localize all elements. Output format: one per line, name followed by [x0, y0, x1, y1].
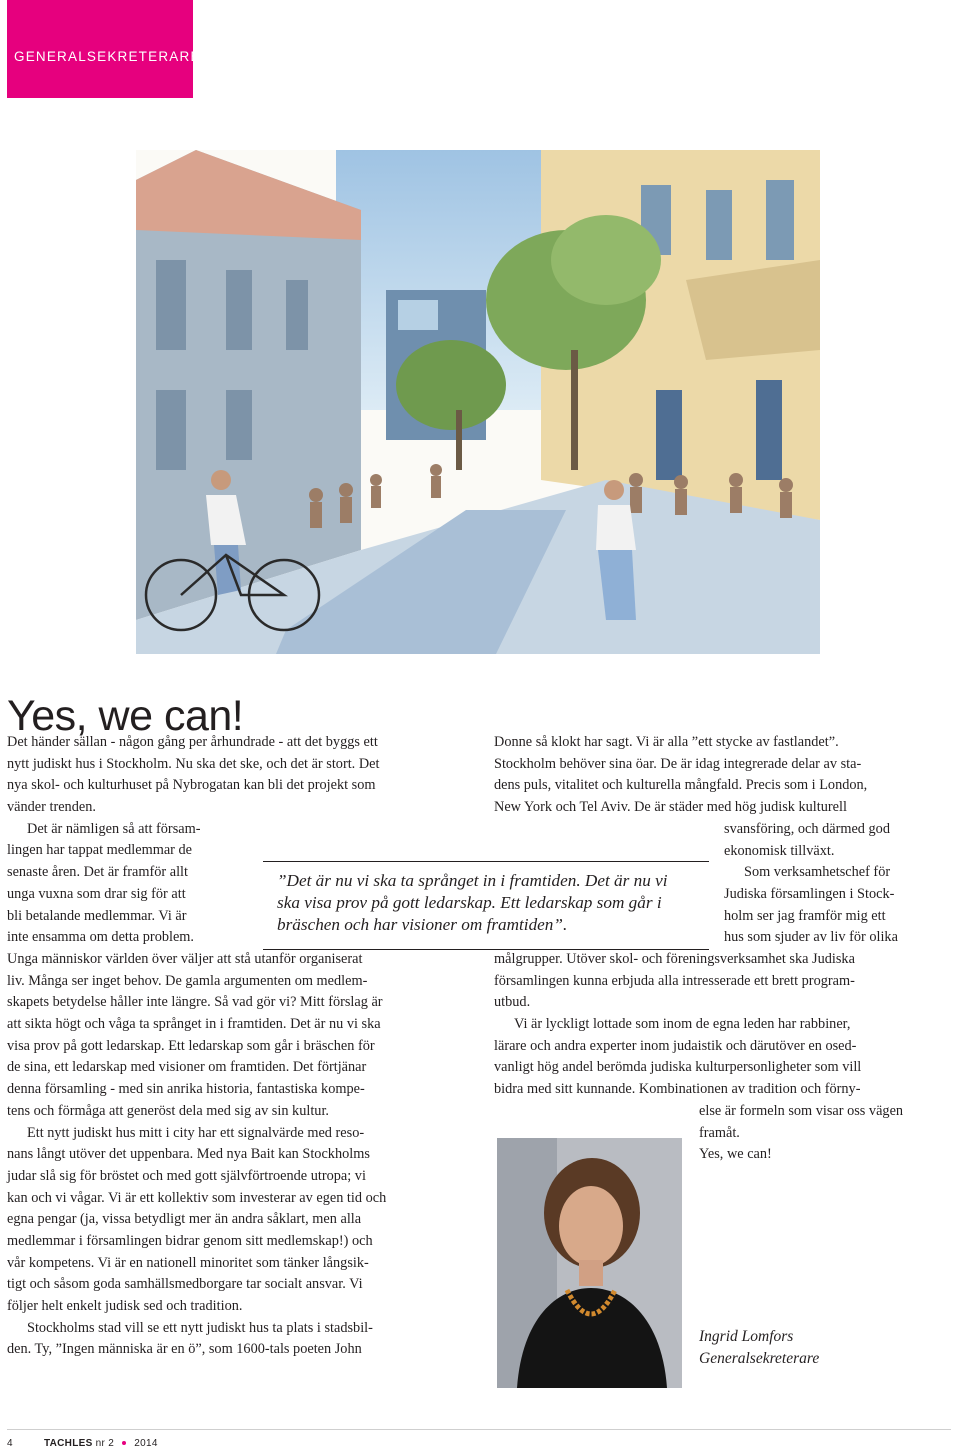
body-line: egna pengar (ja, vissa betydligt mer än andra såklart, men alla [7, 1211, 362, 1228]
body-line: att sikta högt och våga ta språnget in i framtiden. Det är nu vi ska [7, 1016, 381, 1033]
body-line: nytt judiskt hus i Stockholm. Nu ska det ske, och det är stort. Det [7, 755, 380, 772]
body-line: dens puls, vitalitet och kulturella mångfald. Precis som i London, [494, 777, 868, 794]
pull-quote-line: ”Det är nu vi ska ta språnget in i framtiden. Det är nu vi [277, 871, 668, 890]
body-line: kan och vi vågar. Vi är ett kollektiv som investerar av egen tid och [7, 1189, 387, 1206]
body-line: utbud. [494, 994, 531, 1011]
body-line: liv. Många ser inget behov. De gamla argumenten om medlem- [7, 972, 368, 989]
body-line: hus som sjuder av liv för olika [724, 929, 898, 946]
page-number: 4 [7, 1438, 13, 1449]
body-line: den. Ty, ”Ingen människa är en ö”, som 1600-tals poeten John [7, 1341, 362, 1358]
headline: Yes, we can! [7, 692, 244, 740]
body-column-right-end [699, 1101, 903, 1166]
body-line: nya skol- och kulturhuset på Nybrogatan kan bli det projekt som [7, 777, 376, 794]
street-illustration [136, 150, 820, 654]
body-line: vanligt hög andel berömda judiska kulturpersonligheter som vill [494, 1059, 862, 1076]
body-line: de sina, ett ledarskap med visioner om framtiden. Det förtjänar [7, 1059, 367, 1076]
body-line: vänder trenden. [7, 799, 96, 816]
body-line: New York och Tel Aviv. De är städer med hög judisk kulturell [494, 799, 847, 816]
author-name: Ingrid Lomfors [699, 1328, 794, 1345]
body-line: visa prov på gott ledarskap. Ett ledarskap som går i bräschen för [7, 1037, 375, 1054]
body-line: inte ensamma om detta problem. [7, 929, 194, 946]
body-line: Donne så klokt har sagt. Vi är alla ”ett stycke av fastlandet”. [494, 734, 839, 750]
issue-year: 2014 [134, 1438, 158, 1449]
body-line: Yes, we can! [699, 1146, 772, 1163]
body-line: unga vuxna som drar sig för att [7, 885, 186, 902]
body-line: Som verksamhetschef för [744, 864, 891, 881]
body-line: Vi är lyckligt lottade som inom de egna leden har rabbiner, [514, 1016, 851, 1033]
body-line: Unga människor världen över väljer att stå utanför organiserat [7, 951, 363, 967]
body-column-right-wrap [724, 819, 898, 949]
body-line: församlingen kunna erbjuda alla intresserade ett brett program- [494, 972, 855, 989]
body-line: Judiska församlingen i Stock- [724, 886, 895, 903]
body-line: senaste åren. Det är framför allt [7, 864, 189, 881]
separator-dot-icon [122, 1441, 126, 1445]
body-line: judar slå sig för bröstet och med gott självförtroende utropa; vi [7, 1167, 366, 1184]
body-line: lingen har tappat medlemmar de [7, 842, 192, 859]
body-line: Det är nämligen så att försam- [27, 820, 201, 837]
body-line: framåt. [699, 1124, 740, 1141]
body-line: Stockholm behöver sina öar. De är idag integrerade delar av sta- [494, 755, 862, 772]
body-line: medlemmar i församlingen bidrar genom sitt medlemskap!) och [7, 1232, 373, 1249]
pull-quote-rule-bottom [263, 949, 709, 950]
signature [699, 1326, 819, 1370]
body-line: denna församling - med sin anrika historia, fantastiska kompe- [7, 1081, 365, 1098]
body-line: Det händer sällan - någon gång per århundrade - att det byggs ett [7, 734, 378, 750]
body-line: målgrupper. Utöver skol- och föreningsverksamhet ska Judiska [494, 951, 855, 967]
body-column-left-bottom [7, 949, 386, 1361]
pull-quote [277, 870, 668, 936]
issue-number: nr 2 [95, 1438, 115, 1449]
body-line: Stockholms stad vill se ett nytt judiskt hus ta plats i stadsbil- [27, 1319, 373, 1336]
body-line: Ett nytt judiskt hus mitt i city har ett signalvärde med reso- [27, 1124, 365, 1141]
pull-quote-line: ska visa prov på gott ledarskap. Ett ledarskap som går i [277, 893, 662, 912]
body-line: tens och förmåga att generöst dela med sig av sin kultur. [7, 1102, 329, 1119]
pull-quote-rule-top [263, 861, 709, 862]
author-portrait [497, 1138, 682, 1388]
body-line: holm ser jag framför mig ett [724, 907, 886, 924]
section-tab [7, 0, 212, 98]
body-line: else är formeln som visar oss vägen [699, 1103, 904, 1119]
body-line: tigt och såsom goda samhällsmedborgare tar socialt ansvar. Vi [7, 1276, 363, 1293]
body-column-right-mid [494, 949, 861, 1101]
pull-quote-line: bräschen och har visioner om framtiden”. [277, 915, 568, 934]
footer-rule [7, 1429, 951, 1430]
body-line: nans långt utöver det uppenbara. Med nya Bait kan Stockholms [7, 1146, 370, 1163]
author-title: Generalsekreterare [699, 1350, 820, 1367]
body-line: bidra med sitt kunnande. Kombinationen av tradition och förny- [494, 1081, 861, 1098]
section-label: GENERALSEKRETERAREN [14, 49, 212, 64]
body-line: skapets betydelse håller inte längre. Så vad gör vi? Mitt förslag är [7, 994, 383, 1011]
body-line: följer helt enkelt judisk sed och tradition. [7, 1298, 243, 1314]
body-line: ekonomisk tillväxt. [724, 842, 835, 859]
body-line: bli betalande medlemmar. Vi är [7, 907, 187, 924]
body-line: vår kompetens. Vi är en nationell minoritet som tänker långsik- [7, 1254, 369, 1271]
footer [7, 1438, 158, 1449]
body-line: svansföring, och därmed god [724, 821, 890, 837]
body-column-right-top [494, 732, 867, 819]
body-line: lärare och andra experter inom judaistik och därutöver en osed- [494, 1037, 857, 1054]
magazine-name: TACHLES [43, 1438, 93, 1449]
